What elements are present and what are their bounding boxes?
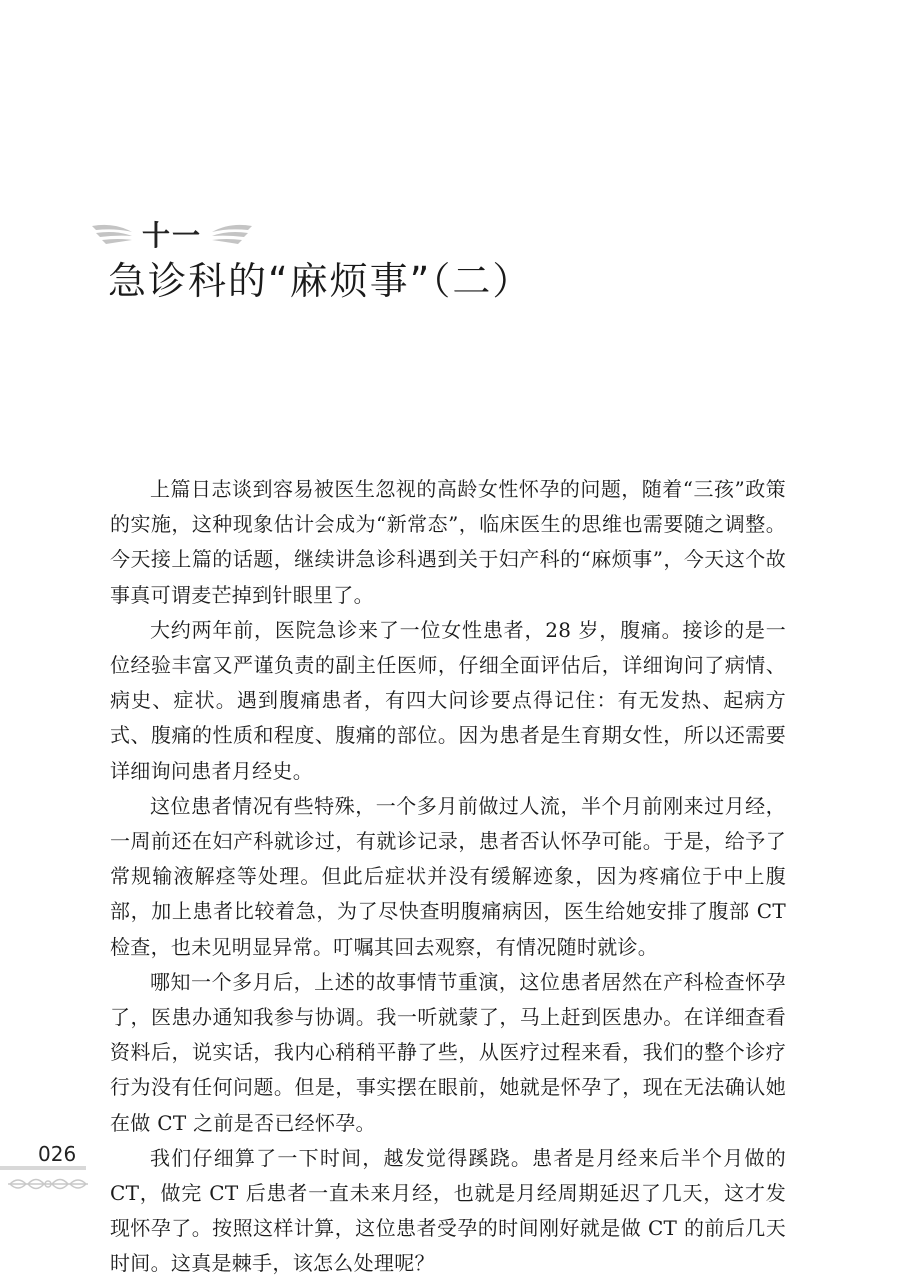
paragraph: 这位患者情况有些特殊，一个多月前做过人流，半个月前刚来过月经，一周前还在妇产科就诊过，有就诊记录，患者否认怀孕可能。于是，给予了常规输液解痉等处理。但此后症状并没有缓解迹象，因为疼痛位于中上腹部，加上患者比较着急，为了尽快查明腹痛病因，医生给她安排了腹部 CT 检查，也未见明显异常。叮嘱其回去观察，有情况随时就诊。 <box>110 793 786 959</box>
paragraph: 上篇日志谈到容易被医生忽视的高龄女性怀孕的问题，随着“三孩”政策的实施，这种现象估计会成为“新常态”，临床医生的思维也需要随之调整。今天接上篇的话题，继续讲急诊科遇到关于妇产科的“麻烦事”，今天这个故事真可谓麦芒掉到针眼里了。 <box>110 477 786 607</box>
chapter-number: 十一 <box>142 219 203 252</box>
right-wing-ornament-icon <box>210 220 254 248</box>
paragraph: 大约两年前，医院急诊来了一位女性患者，28 岁，腹痛。接诊的是一位经验丰富又严谨负责的副主任医师，仔细全面评估后，详细询问了病情、病史、症状。遇到腹痛患者，有四大问诊要点得记住：有无发热、起病方式、腹痛的性质和程度、腹痛的部位。因为患者是生育期女性，所以还需要详细询问患者月经史。 <box>110 617 786 783</box>
body-text <box>110 472 786 1282</box>
page-number: 026 <box>38 1142 77 1166</box>
folio-bar <box>0 1166 86 1170</box>
paragraph: 哪知一个多月后，上述的故事情节重演，这位患者居然在产科检查怀孕了，医患办通知我参与协调。我一听就蒙了，马上赶到医患办。在详细查看资料后，说实话，我内心稍稍平静了些，从医疗过程来看，我们的整个诊疗行为没有任何问题。但是，事实摆在眼前，她就是怀孕了，现在无法确认她在做 CT 之前是否已经怀孕。 <box>110 969 786 1135</box>
left-wing-ornament-icon <box>90 220 134 248</box>
footer-ornament-icon <box>6 1172 90 1196</box>
chapter-number-row <box>90 214 254 254</box>
chapter-title: 急诊科的“麻烦事”（二） <box>108 259 533 303</box>
paragraph: 我们仔细算了一下时间，越发觉得蹊跷。患者是月经来后半个月做的 CT，做完 CT 后患者一直未来月经，也就是月经周期延迟了几天，这才发现怀孕了。按照这样计算，这位患者受孕的时间刚好就是做 CT 的前后几天时间。这真是棘手，该怎么处理呢？ <box>110 1145 786 1276</box>
